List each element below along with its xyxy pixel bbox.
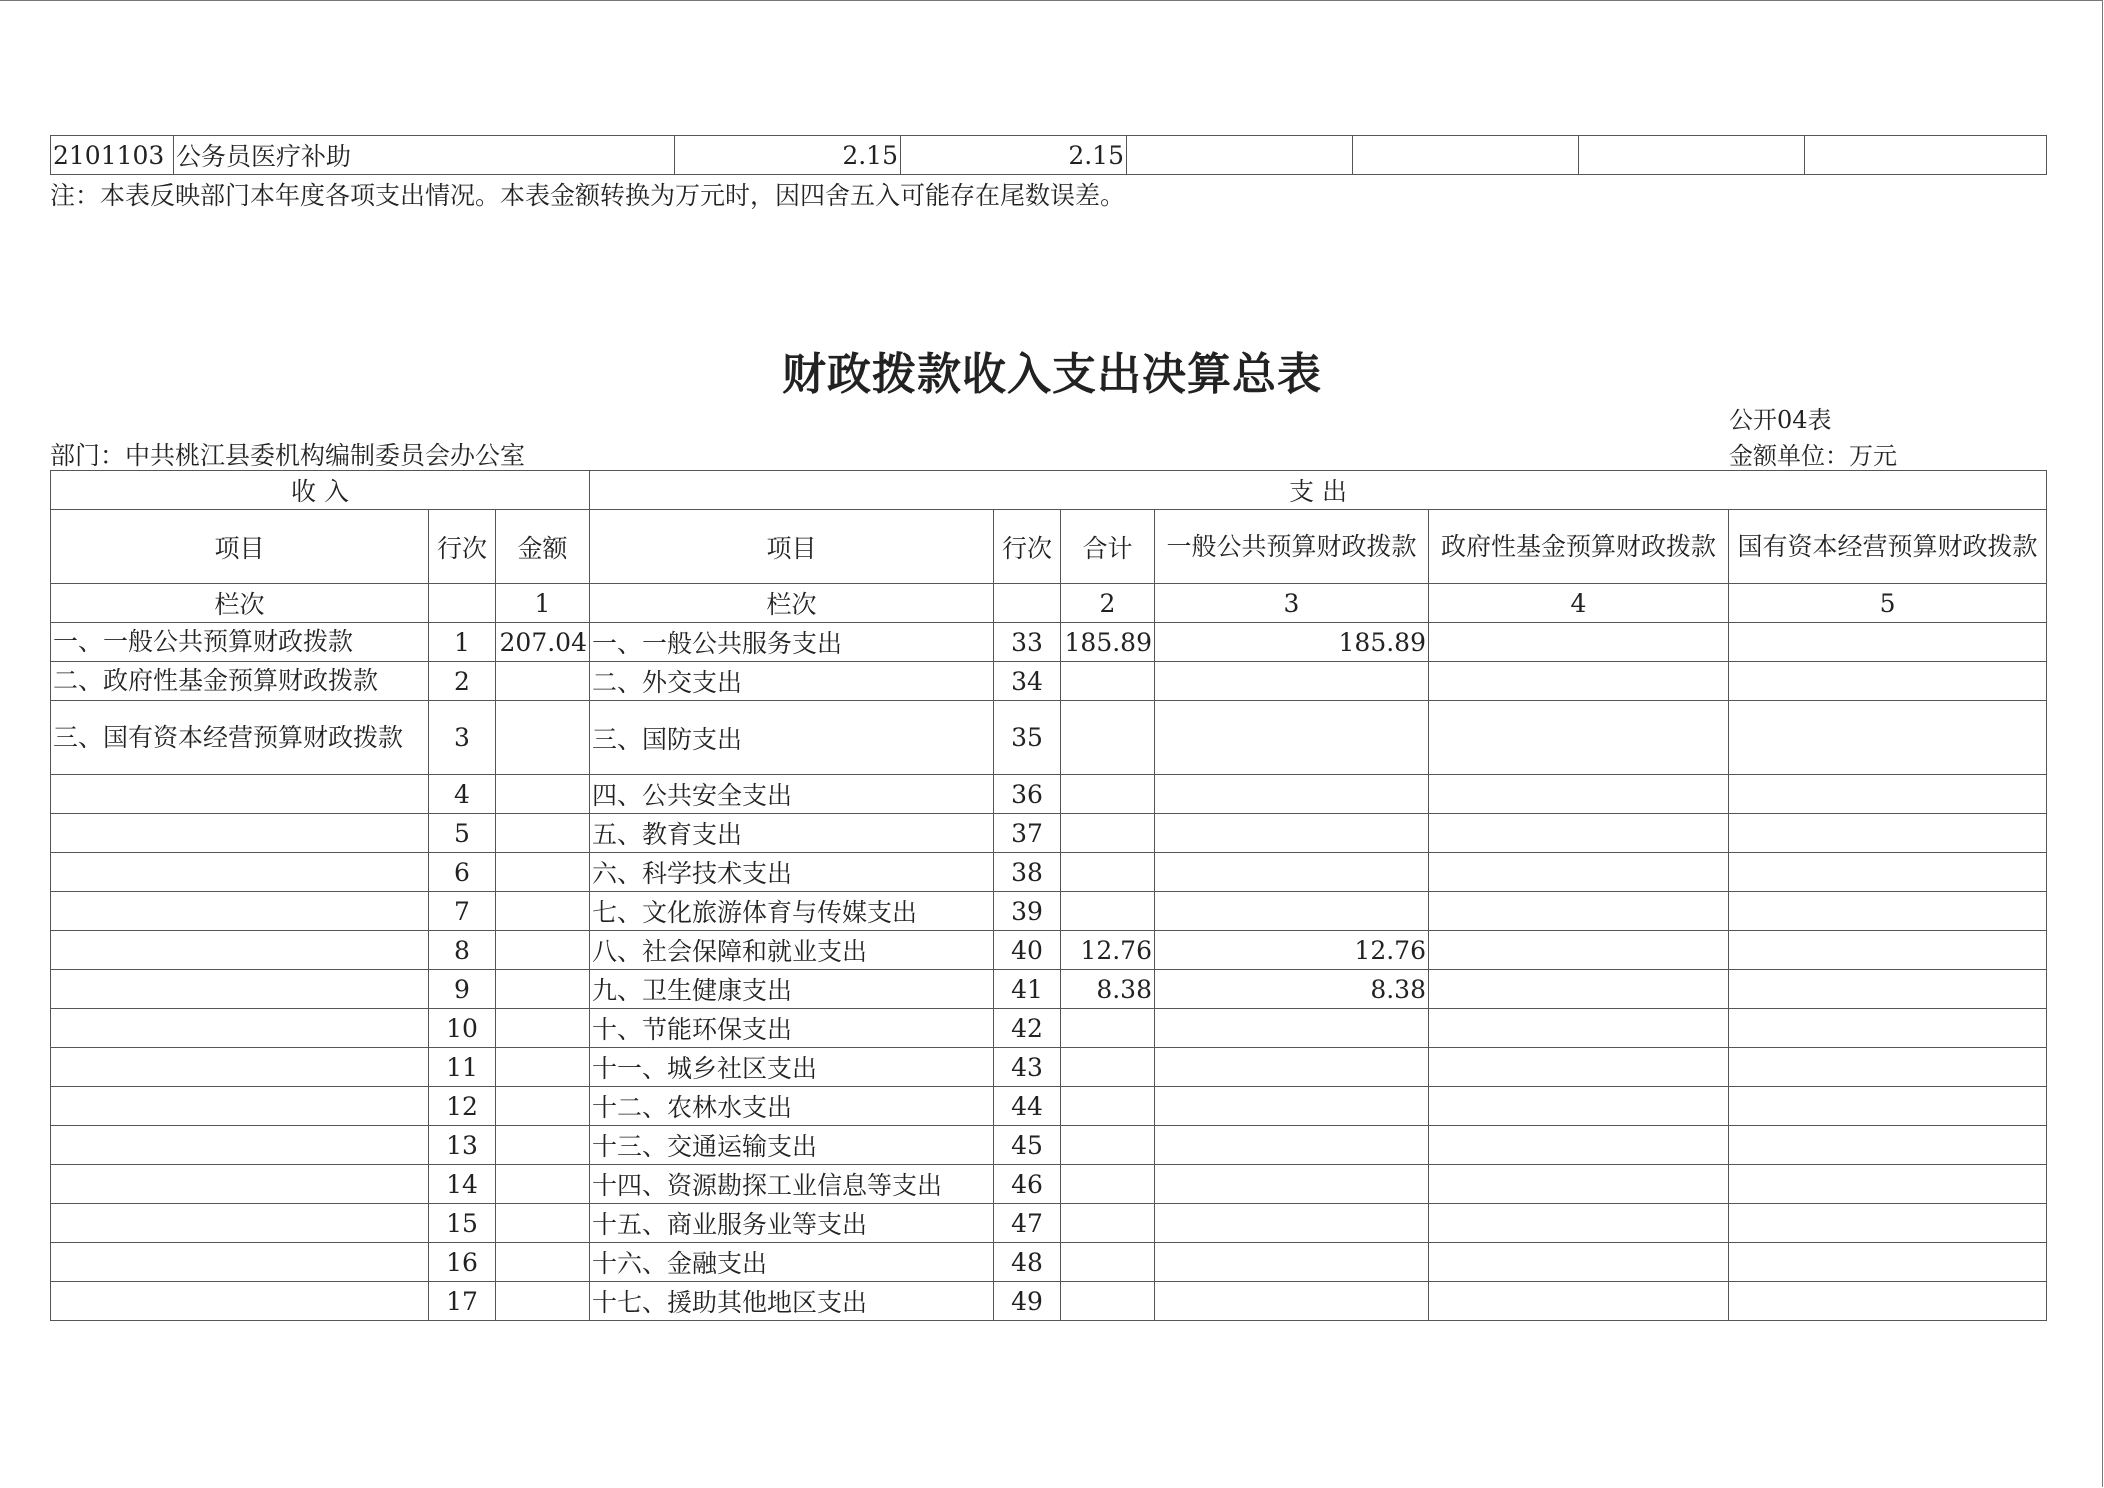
income-amount [496, 775, 590, 814]
state-capital-value [1729, 623, 2047, 662]
income-row-no: 3 [429, 701, 496, 775]
income-item [51, 853, 429, 892]
state-capital-value [1729, 931, 2047, 970]
col2-index: 2 [1061, 584, 1155, 623]
total-value [1061, 814, 1155, 853]
expense-row-no-header: 行次 [994, 510, 1061, 584]
state-capital-value [1729, 1165, 2047, 1204]
income-amount [496, 892, 590, 931]
general-budget-value [1155, 853, 1429, 892]
general-budget-value: 12.76 [1155, 931, 1429, 970]
state-capital-value [1729, 1048, 2047, 1087]
total-value [1061, 775, 1155, 814]
expense-item: 二、外交支出 [590, 662, 994, 701]
table-row [51, 701, 2047, 775]
total-value [1061, 1243, 1155, 1282]
income-item [51, 1243, 429, 1282]
expense-row-no: 43 [994, 1048, 1061, 1087]
expense-item: 六、科学技术支出 [590, 853, 994, 892]
total-value [1061, 1048, 1155, 1087]
expense-row-no: 44 [994, 1087, 1061, 1126]
state-capital-value [1729, 1243, 2047, 1282]
income-row-no: 14 [429, 1165, 496, 1204]
table-row [51, 814, 2047, 853]
expense-row-no: 49 [994, 1282, 1061, 1321]
general-budget-value [1155, 892, 1429, 931]
state-capital-value [1729, 1009, 2047, 1048]
expense-item: 一、一般公共服务支出 [590, 623, 994, 662]
income-row-no: 16 [429, 1243, 496, 1282]
general-budget-value [1155, 1048, 1429, 1087]
state-capital-value [1729, 701, 2047, 775]
expense-row-no: 42 [994, 1009, 1061, 1048]
income-row-no: 1 [429, 623, 496, 662]
state-capital-value [1729, 814, 2047, 853]
expense-item: 九、卫生健康支出 [590, 970, 994, 1009]
income-row-no-header: 行次 [429, 510, 496, 584]
general-budget-value [1155, 701, 1429, 775]
table-row [51, 931, 2047, 970]
gov-fund-value [1429, 775, 1729, 814]
total-value [1061, 701, 1155, 775]
state-capital-value [1729, 775, 2047, 814]
general-budget-value [1155, 1009, 1429, 1048]
general-budget-header: 一般公共预算财政拨款 [1155, 510, 1429, 584]
expense-item: 十、节能环保支出 [590, 1009, 994, 1048]
total-value [1061, 853, 1155, 892]
total-value [1061, 662, 1155, 701]
table-row [51, 853, 2047, 892]
general-budget-value [1155, 1165, 1429, 1204]
income-row-no: 11 [429, 1048, 496, 1087]
total-header: 合计 [1061, 510, 1155, 584]
income-amount [496, 1204, 590, 1243]
expense-item: 三、国防支出 [590, 701, 994, 775]
income-amount [496, 1282, 590, 1321]
expense-row-no: 41 [994, 970, 1061, 1009]
income-row-no: 15 [429, 1204, 496, 1243]
gov-fund-value [1429, 1282, 1729, 1321]
income-item [51, 931, 429, 970]
general-budget-value: 185.89 [1155, 623, 1429, 662]
expense-item: 十三、交通运输支出 [590, 1126, 994, 1165]
state-capital-value [1729, 970, 2047, 1009]
income-row-no: 8 [429, 931, 496, 970]
income-item [51, 814, 429, 853]
table-row [51, 970, 2047, 1009]
general-budget-value: 8.38 [1155, 970, 1429, 1009]
income-row-no: 12 [429, 1087, 496, 1126]
expense-row-no: 34 [994, 662, 1061, 701]
col-label: 栏次 [51, 584, 429, 623]
income-amount [496, 853, 590, 892]
total-value [1061, 1126, 1155, 1165]
state-capital-value [1729, 662, 2047, 701]
income-item: 三、国有资本经营预算财政拨款 [51, 701, 429, 775]
gov-fund-value [1429, 1126, 1729, 1165]
col3-index: 3 [1155, 584, 1429, 623]
table-row [51, 1087, 2047, 1126]
income-item: 一、一般公共预算财政拨款 [51, 623, 429, 662]
table-row [51, 662, 2047, 701]
general-budget-value [1155, 814, 1429, 853]
expense-header: 支 出 [590, 471, 2047, 510]
table-row [51, 1282, 2047, 1321]
budget-summary-table [50, 470, 2047, 1321]
state-capital-value [1729, 1087, 2047, 1126]
income-amount [496, 1087, 590, 1126]
header-row [51, 510, 2047, 584]
income-row-no: 6 [429, 853, 496, 892]
income-row-no: 17 [429, 1282, 496, 1321]
income-item-header: 项目 [51, 510, 429, 584]
income-item [51, 1282, 429, 1321]
gov-fund-value [1429, 1009, 1729, 1048]
gov-fund-value [1429, 701, 1729, 775]
gov-fund-value [1429, 1048, 1729, 1087]
income-row-no: 7 [429, 892, 496, 931]
gov-fund-value [1429, 814, 1729, 853]
income-row-no: 5 [429, 814, 496, 853]
expense-item: 五、教育支出 [590, 814, 994, 853]
expense-row-no: 37 [994, 814, 1061, 853]
total-value: 8.38 [1061, 970, 1155, 1009]
income-amount [496, 1009, 590, 1048]
table-note: 注：本表反映部门本年度各项支出情况。本表金额转换为万元时，因四舍五入可能存在尾数误差。 [50, 181, 1126, 210]
income-row-no: 10 [429, 1009, 496, 1048]
gov-fund-header: 政府性基金预算财政拨款 [1429, 510, 1729, 584]
income-amount [496, 1243, 590, 1282]
table-row [51, 1243, 2047, 1282]
prev-name: 公务员医疗补助 [174, 136, 675, 175]
total-value: 12.76 [1061, 931, 1155, 970]
income-item [51, 1126, 429, 1165]
income-amount [496, 1126, 590, 1165]
col5-index: 5 [1729, 584, 2047, 623]
table-body [51, 623, 2047, 1321]
general-budget-value [1155, 1087, 1429, 1126]
expense-item: 七、文化旅游体育与传媒支出 [590, 892, 994, 931]
income-amount-header: 金额 [496, 510, 590, 584]
income-header: 收 入 [51, 471, 590, 510]
table-row [51, 1048, 2047, 1087]
expense-row-no: 40 [994, 931, 1061, 970]
header-row [51, 471, 2047, 510]
state-capital-value [1729, 1282, 2047, 1321]
table-row [51, 136, 2047, 175]
expense-row-no: 47 [994, 1204, 1061, 1243]
income-item [51, 1165, 429, 1204]
general-budget-value [1155, 1243, 1429, 1282]
general-budget-value [1155, 775, 1429, 814]
column-index-row [51, 584, 2047, 623]
income-item [51, 775, 429, 814]
table-row [51, 892, 2047, 931]
income-row-no: 4 [429, 775, 496, 814]
gov-fund-value [1429, 970, 1729, 1009]
gov-fund-value [1429, 853, 1729, 892]
income-row-no: 2 [429, 662, 496, 701]
expense-item: 十二、农林水支出 [590, 1087, 994, 1126]
prev-total: 2.15 [675, 136, 901, 175]
page-title: 财政拨款收入支出决算总表 [782, 349, 1322, 400]
income-item: 二、政府性基金预算财政拨款 [51, 662, 429, 701]
income-item [51, 1009, 429, 1048]
gov-fund-value [1429, 931, 1729, 970]
income-item [51, 1048, 429, 1087]
col4-index: 4 [1429, 584, 1729, 623]
table-row [51, 623, 2047, 662]
expense-item: 十五、商业服务业等支出 [590, 1204, 994, 1243]
income-item [51, 1204, 429, 1243]
expense-item: 十四、资源勘探工业信息等支出 [590, 1165, 994, 1204]
table-row [51, 1009, 2047, 1048]
expense-item: 八、社会保障和就业支出 [590, 931, 994, 970]
total-value [1061, 1009, 1155, 1048]
income-amount [496, 814, 590, 853]
total-value [1061, 1087, 1155, 1126]
expense-item: 十七、援助其他地区支出 [590, 1282, 994, 1321]
state-capital-value [1729, 853, 2047, 892]
general-budget-value [1155, 662, 1429, 701]
income-item [51, 970, 429, 1009]
general-budget-value [1155, 1204, 1429, 1243]
col-income-index: 1 [496, 584, 590, 623]
income-amount [496, 1165, 590, 1204]
col-exp-label: 栏次 [590, 584, 994, 623]
gov-fund-value [1429, 1165, 1729, 1204]
income-row-no: 13 [429, 1126, 496, 1165]
expense-row-no: 33 [994, 623, 1061, 662]
previous-table-fragment [50, 135, 2047, 175]
income-amount [496, 1048, 590, 1087]
unit-label: 金额单位：万元 [1729, 442, 1897, 470]
expense-row-no: 48 [994, 1243, 1061, 1282]
gov-fund-value [1429, 623, 1729, 662]
gov-fund-value [1429, 1204, 1729, 1243]
expense-item: 四、公共安全支出 [590, 775, 994, 814]
table-row [51, 1165, 2047, 1204]
income-item [51, 892, 429, 931]
expense-row-no: 46 [994, 1165, 1061, 1204]
total-value: 185.89 [1061, 623, 1155, 662]
expense-row-no: 35 [994, 701, 1061, 775]
general-budget-value [1155, 1282, 1429, 1321]
total-value [1061, 892, 1155, 931]
income-amount [496, 662, 590, 701]
income-amount [496, 970, 590, 1009]
prev-code: 2101103 [51, 136, 174, 175]
gov-fund-value [1429, 892, 1729, 931]
gov-fund-value [1429, 662, 1729, 701]
table-row [51, 1126, 2047, 1165]
state-capital-value [1729, 1126, 2047, 1165]
state-capital-value [1729, 1204, 2047, 1243]
income-item [51, 1087, 429, 1126]
expense-row-no: 38 [994, 853, 1061, 892]
income-row-no: 9 [429, 970, 496, 1009]
total-value [1061, 1204, 1155, 1243]
gov-fund-value [1429, 1243, 1729, 1282]
gov-fund-value [1429, 1087, 1729, 1126]
expense-item: 十一、城乡社区支出 [590, 1048, 994, 1087]
table-row [51, 775, 2047, 814]
department-label: 部门：中共桃江县委机构编制委员会办公室 [50, 441, 526, 470]
expense-row-no: 36 [994, 775, 1061, 814]
total-value [1061, 1282, 1155, 1321]
expense-row-no: 45 [994, 1126, 1061, 1165]
income-amount: 207.04 [496, 623, 590, 662]
prev-basic: 2.15 [901, 136, 1127, 175]
income-amount [496, 701, 590, 775]
expense-item-header: 项目 [590, 510, 994, 584]
general-budget-value [1155, 1126, 1429, 1165]
table-row [51, 1204, 2047, 1243]
income-amount [496, 931, 590, 970]
expense-row-no: 39 [994, 892, 1061, 931]
state-capital-header: 国有资本经营预算财政拨款 [1729, 510, 2047, 584]
total-value [1061, 1165, 1155, 1204]
expense-item: 十六、金融支出 [590, 1243, 994, 1282]
state-capital-value [1729, 892, 2047, 931]
table-code: 公开04表 [1729, 406, 1832, 434]
